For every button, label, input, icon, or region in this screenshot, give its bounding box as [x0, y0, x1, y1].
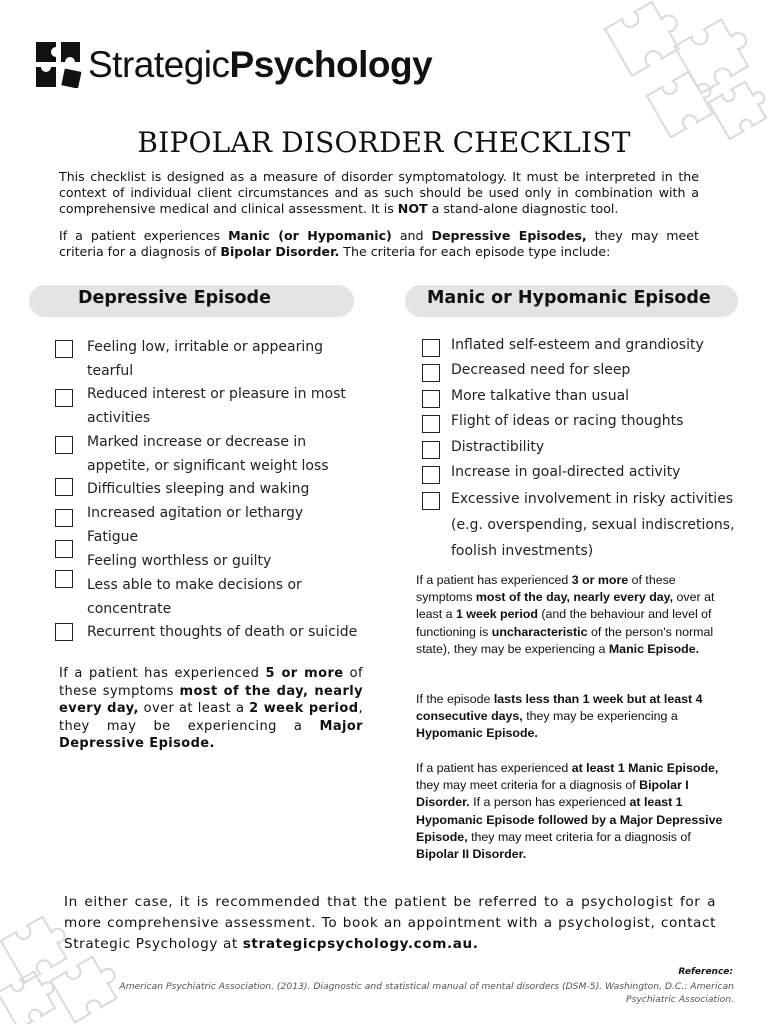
manic-item-6: Increase in goal-directed activity	[451, 464, 681, 480]
depressive-checkbox-2[interactable]	[55, 389, 73, 407]
manic-item-3: More talkative than usual	[451, 388, 630, 404]
depressive-item-1: Feeling low, irritable or appearing tearful	[87, 339, 323, 379]
manic-item-5: Distractibility	[451, 439, 545, 455]
depressive-item-8: Less able to make decisions or concentrate	[87, 577, 302, 617]
manic-item-2: Decreased need for sleep	[451, 362, 631, 378]
intro-paragraph-1: This checklist is designed as a measure of disorder symptomatology. It must be interpreted in the context of individual client circumstances and as such should be used only in combination with a comprehensive medical and clinical assessment. It is NOT a stand-alone diagnostic tool.	[59, 169, 699, 216]
reference-heading: Reference:	[678, 967, 733, 977]
depressive-criteria-note: If a patient has experienced 5 or more of these symptoms most of the day, nearly every day, over at least a 2 week period, they may be experiencing a Major Depressive Episode.	[59, 666, 363, 752]
brand-name: StrategicPsychology	[88, 44, 433, 85]
website-link[interactable]: strategicpsychology.com.au.	[242, 936, 479, 952]
brand-logo	[36, 42, 456, 92]
manic-checkbox-6[interactable]	[422, 466, 440, 484]
manic-heading-pill	[405, 285, 738, 317]
depressive-item-7: Feeling worthless or guilty	[87, 553, 272, 569]
depressive-checkbox-1[interactable]	[55, 340, 73, 358]
bipolar-diagnosis-note: If a patient has experienced at least 1 Manic Episode, they may meet criteria for a diagnosis of Bipolar I Disorder. If a person has experienced at least 1 Hypomanic Episode followed by a Major Depressive Episode, they may meet criteria for a diagnosis of Bipolar II Disorder.	[416, 761, 723, 862]
manic-checkbox-1[interactable]	[422, 339, 440, 357]
depressive-item-5: Increased agitation or lethargy	[87, 505, 304, 521]
document-title: BIPOLAR DISORDER CHECKLIST	[137, 126, 631, 159]
depressive-checkbox-5[interactable]	[55, 509, 73, 527]
manic-checkbox-4[interactable]	[422, 415, 440, 433]
depressive-heading: Depressive Episode	[78, 288, 271, 308]
manic-checkbox-7[interactable]	[422, 492, 440, 510]
depressive-checkbox-8[interactable]	[55, 623, 73, 641]
depressive-heading-pill	[29, 285, 354, 317]
manic-heading: Manic or Hypomanic Episode	[427, 288, 711, 308]
depressive-item-3: Marked increase or decrease in appetite, or significant weight loss	[87, 434, 329, 474]
depressive-item-4: Difficulties sleeping and waking	[87, 481, 310, 497]
hypomanic-criteria-note: If the episode lasts less than 1 week but at least 4 consecutive days, they may be experiencing a Hypomanic Episode.	[416, 692, 703, 741]
depressive-item-6: Fatigue	[87, 529, 139, 545]
depressive-item-9: Recurrent thoughts of death or suicide	[87, 624, 358, 640]
manic-item-4: Flight of ideas or racing thoughts	[451, 413, 684, 429]
depressive-checkbox-7[interactable]	[55, 570, 73, 588]
puzzle-pattern-decoration-top	[596, 0, 768, 140]
intro-paragraph-2: If a patient experiences Manic (or Hypomanic) and Depressive Episodes, they may meet criteria for a diagnosis of Bipolar Disorder. The criteria for each episode type include:	[59, 228, 699, 259]
depressive-checkbox-3[interactable]	[55, 436, 73, 454]
depressive-checkbox-4[interactable]	[55, 478, 73, 496]
depressive-checkbox-6[interactable]	[55, 540, 73, 558]
manic-item-1: Inflated self-esteem and grandiosity	[451, 337, 704, 353]
referral-paragraph: In either case, it is recommended that the patient be referred to a psychologist for a more comprehensive assessment. To book an appointment with a psychologist, contact Strategic Psychology at strategicpsychology.com.au.	[64, 894, 716, 952]
manic-checkbox-2[interactable]	[422, 364, 440, 382]
depressive-item-2: Reduced interest or pleasure in most activities	[87, 386, 346, 426]
puzzle-logo-icon	[36, 42, 82, 88]
manic-criteria-note: If a patient has experienced 3 or more of these symptoms most of the day, nearly every day, over at least a 1 week period (and the behaviour and level of functioning is uncharacteristic of the person's normal state), they may be experiencing a Manic Episode.	[416, 573, 715, 656]
manic-checkbox-5[interactable]	[422, 441, 440, 459]
reference-citation: American Psychiatric Association. (2013). Diagnostic and statistical manual of mental disorders (DSM-5). Washington, D.C.: American Psychiatric Association.	[119, 981, 734, 1005]
manic-checkbox-3[interactable]	[422, 390, 440, 408]
manic-item-7: Excessive involvement in risky activities (e.g. overspending, sexual indiscretions, foolish investments)	[451, 491, 735, 559]
